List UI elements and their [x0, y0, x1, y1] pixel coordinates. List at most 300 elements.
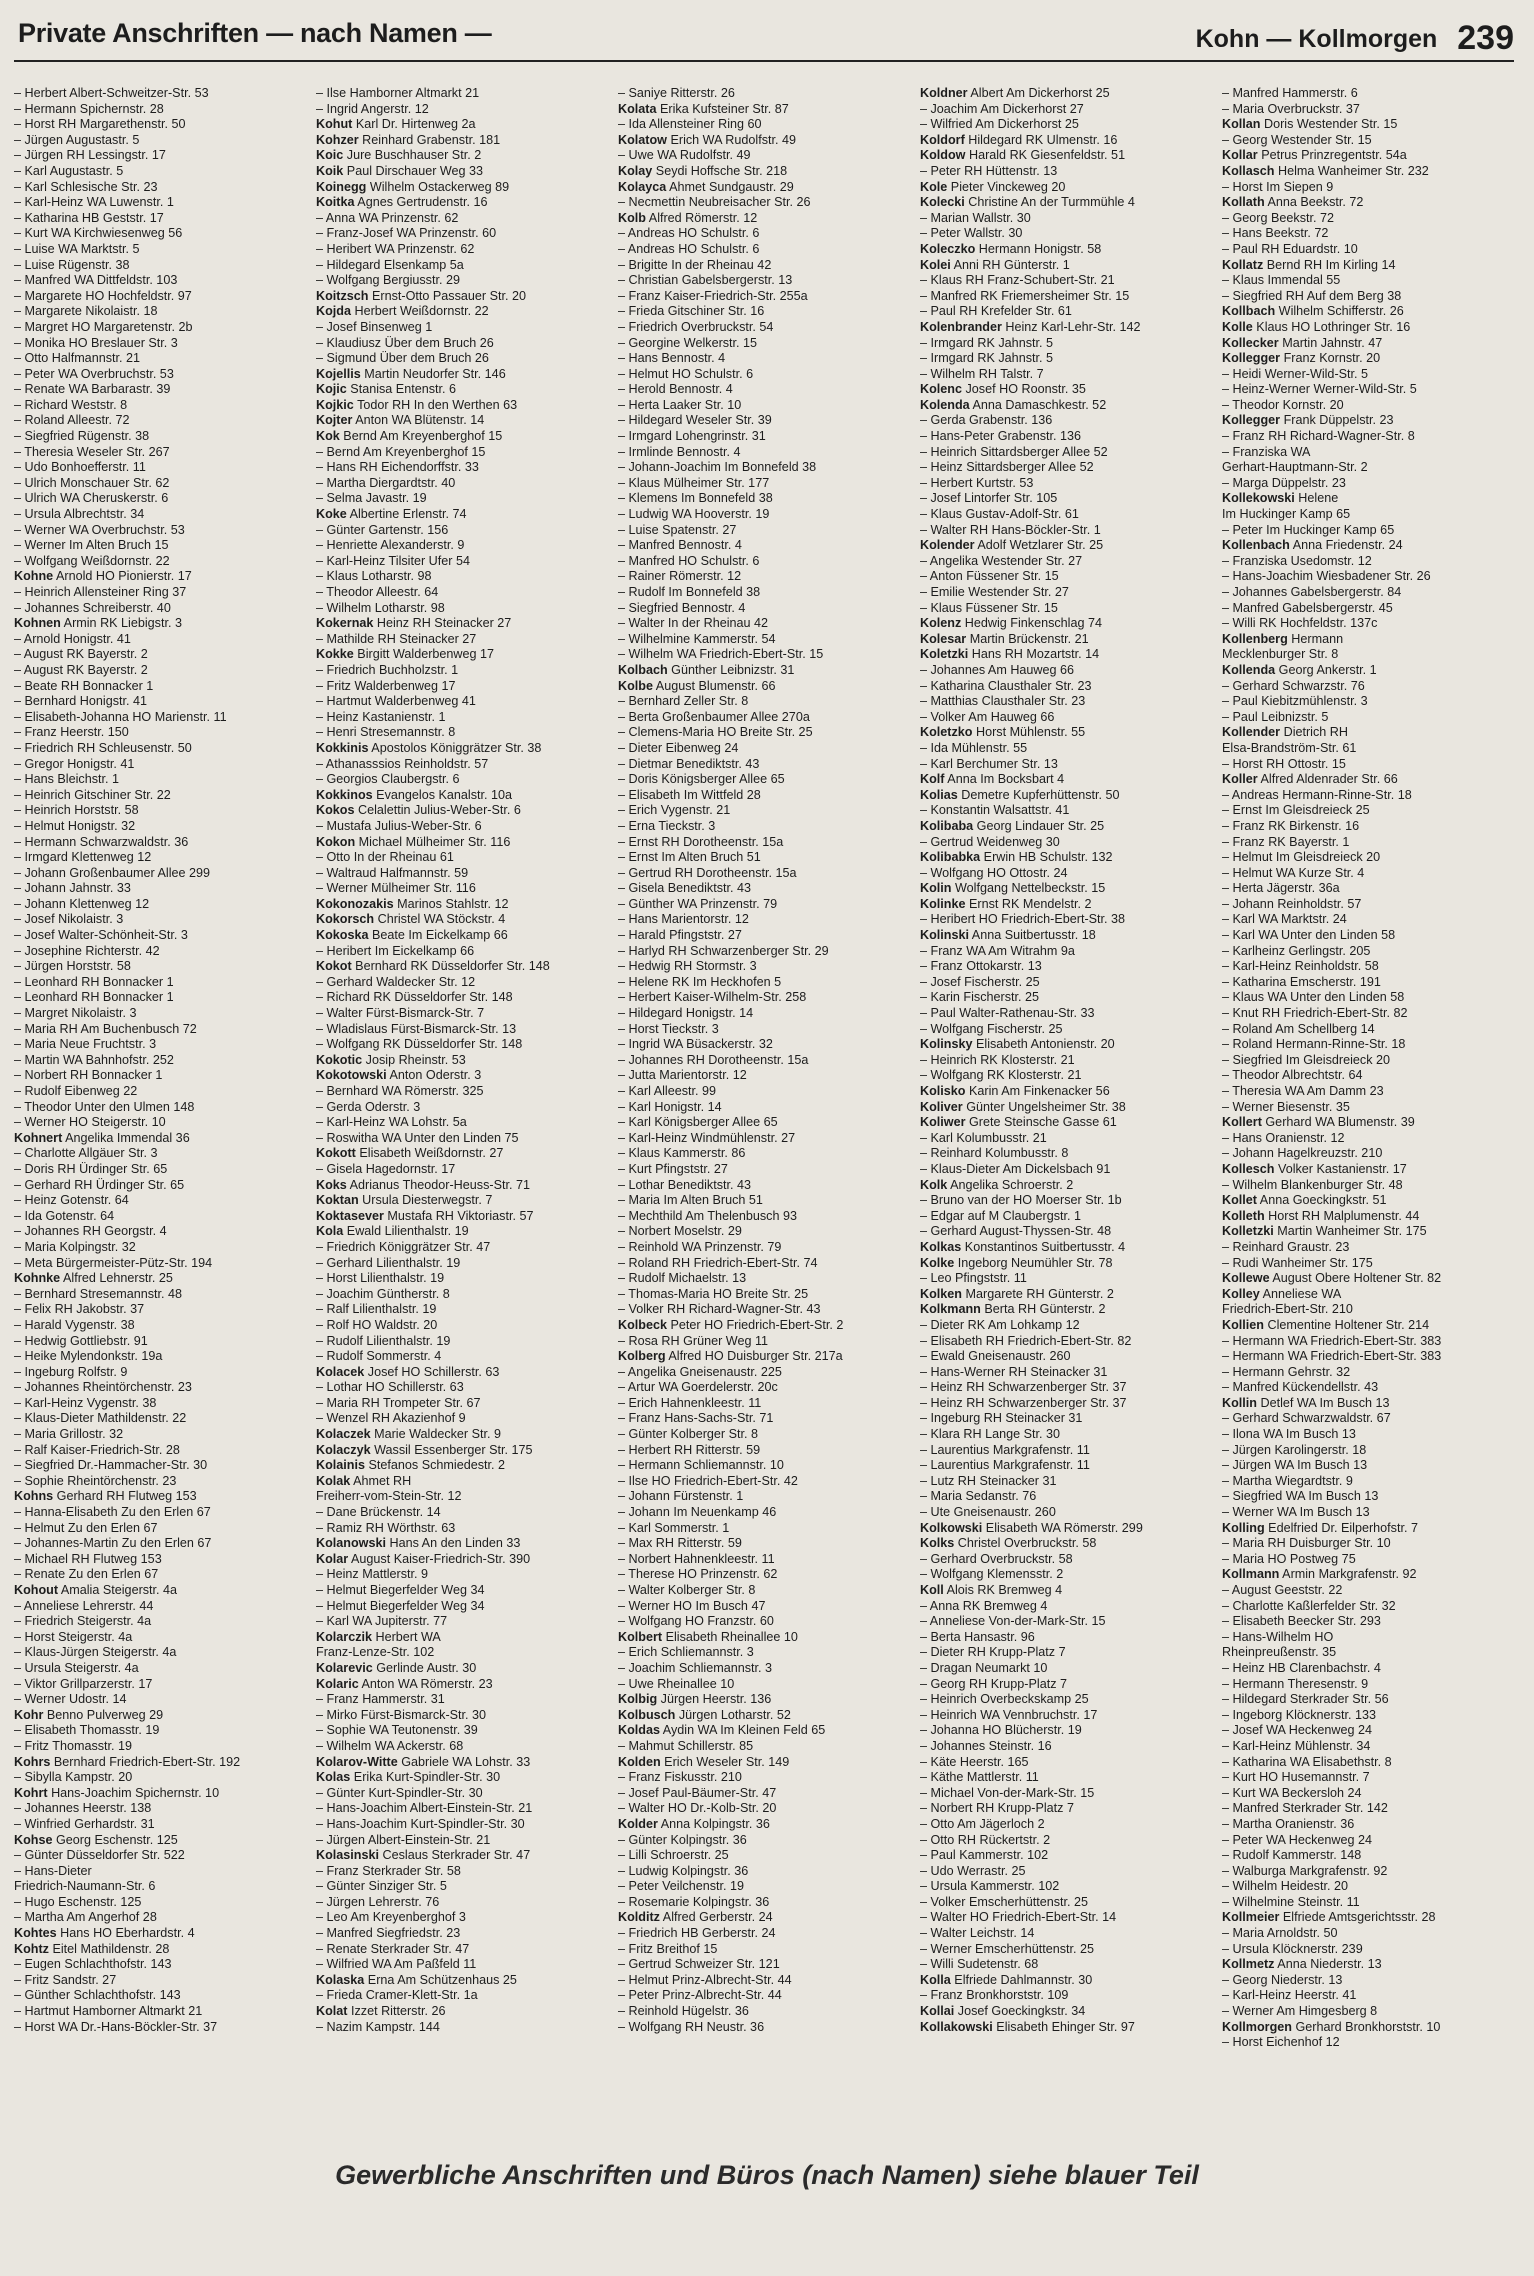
entry-details: Anna Goeckingkstr. 51: [1256, 1193, 1387, 1208]
entry-details: Klaus HO Lothringer Str. 16: [1252, 319, 1411, 334]
directory-entry: [316, 1677, 608, 1693]
directory-entry: – Leonhard RH Bonnacker 1: [14, 974, 174, 989]
directory-entry: [316, 1053, 608, 1069]
directory-entry: – Erich Schliemannstr. 3: [618, 1645, 754, 1660]
entry-surname: Kolb: [618, 210, 646, 225]
directory-entry: [316, 1474, 608, 1490]
entry-details: Erna Am Schützenhaus 25: [364, 1972, 517, 1987]
directory-entry: [14, 1833, 306, 1849]
directory-entry: – Hermann Schliemannstr. 10: [618, 1458, 784, 1473]
directory-entry: Im Huckinger Kamp 65: [1222, 507, 1351, 522]
entry-details: Ernst-Otto Passauer Str. 20: [368, 288, 526, 303]
entry-details: Aydin WA Im Kleinen Feld 65: [660, 1723, 826, 1738]
directory-entry: [1222, 538, 1514, 554]
entry-details: Birgitt Walderbenweg 17: [353, 647, 495, 662]
directory-entry: [618, 663, 910, 679]
directory-entry: – Heinrich Gitschiner Str. 22: [14, 787, 171, 802]
entry-surname: Kollenbach: [1222, 538, 1290, 553]
directory-entry: – Doris Königsberger Allee 65: [618, 772, 785, 787]
page-header: [14, 14, 1514, 62]
directory-entry: – Reinhard Graustr. 23: [1222, 1239, 1350, 1254]
directory-entry: – Karlheinz Gerlingstr. 205: [1222, 943, 1371, 958]
directory-entry: – Heribert HO Friedrich-Ebert-Str. 38: [920, 912, 1126, 927]
entry-surname: Kolenz: [920, 616, 962, 631]
directory-entry: – Horst Lilienthalstr. 19: [316, 1271, 445, 1286]
entry-surname: Kokonozakis: [316, 896, 394, 911]
entry-details: Hildegard RK Ulmenstr. 16: [964, 132, 1118, 147]
directory-entry: [920, 647, 1212, 663]
directory-entry: – Josef Walter-Schönheit-Str. 3: [14, 928, 188, 943]
directory-entry: – Rolf HO Waldstr. 20: [316, 1317, 438, 1332]
directory-entry: [316, 429, 608, 445]
entry-surname: Kojter: [316, 413, 353, 428]
directory-entry: – Gertrud Schweizer Str. 121: [618, 1957, 780, 1972]
directory-entry: – Erich Vygenstr. 21: [618, 803, 731, 818]
entry-details: Anna Niederstr. 13: [1274, 1957, 1382, 1972]
directory-entry: – Meta Bürgermeister-Pütz-Str. 194: [14, 1255, 213, 1270]
directory-entry: – Bernd Am Kreyenberghof 15: [316, 444, 486, 459]
directory-entry: – Heinz Gotenstr. 64: [14, 1193, 129, 1208]
directory-entry: – Peter WA Overbruchstr. 53: [14, 366, 174, 381]
entry-details: Demetre Kupferhüttenstr. 50: [957, 787, 1120, 802]
directory-entry: – Beate RH Bonnacker 1: [14, 678, 154, 693]
entry-surname: Kolenda: [920, 397, 970, 412]
entry-surname: Kolat: [316, 2004, 348, 2019]
entry-surname: Kollai: [920, 2004, 955, 2019]
directory-entry: – Heinz RH Schwarzenberger Str. 37: [920, 1395, 1127, 1410]
directory-entry: – Frieda Gitschiner Str. 16: [618, 304, 765, 319]
entry-surname: Kollmorgen: [1222, 2019, 1292, 2034]
entry-details: Ursula Diesterwegstr. 7: [358, 1193, 493, 1208]
directory-entry: – Fritz Breithof 15: [618, 1941, 718, 1956]
entry-surname: Kolas: [316, 1770, 351, 1785]
directory-entry: [920, 1037, 1212, 1053]
directory-entry: – Karl-Heinz Mühlenstr. 34: [1222, 1738, 1371, 1753]
directory-entry: – Lothar HO Schillerstr. 63: [316, 1380, 464, 1395]
entry-details: Doris Westender Str. 15: [1260, 117, 1398, 132]
directory-entry: [1222, 1162, 1514, 1178]
directory-entry: – Klaudiusz Über dem Bruch 26: [316, 335, 494, 350]
entry-details: Elfriede Dahlmannstr. 30: [950, 1972, 1093, 1987]
entry-surname: Kollegger: [1222, 413, 1281, 428]
directory-entry: – Johannes Heerstr. 138: [14, 1801, 152, 1816]
directory-entry: [920, 148, 1212, 164]
directory-entry: – Norbert Hahnenkleestr. 11: [618, 1551, 775, 1566]
directory-entry: – Franz Kaiser-Friedrich-Str. 255a: [618, 288, 808, 303]
directory-entry: – Johann Klettenweg 12: [14, 896, 150, 911]
entry-details: Detlef WA Im Busch 13: [1256, 1395, 1390, 1410]
entry-surname: Kohns: [14, 1489, 54, 1504]
entry-surname: Kokon: [316, 834, 356, 849]
directory-entry: – Christian Gabelsbergerstr. 13: [618, 273, 793, 288]
directory-entry: – Lutz RH Steinacker 31: [920, 1473, 1057, 1488]
directory-entry: – Maria RH Am Buchenbusch 72: [14, 1021, 197, 1036]
entry-details: Elisabeth Rheinallee 10: [662, 1629, 798, 1644]
directory-entry: – Gerhard Lilienthalstr. 19: [316, 1255, 461, 1270]
directory-entry: [1222, 1910, 1514, 1926]
directory-entry: – Franz-Josef WA Prinzenstr. 60: [316, 226, 497, 241]
directory-entry: [920, 772, 1212, 788]
directory-entry: [1222, 117, 1514, 133]
directory-entry: – Ilse Hamborner Altmarkt 21: [316, 86, 480, 100]
directory-entry: – Ursula Klöcknerstr. 239: [1222, 1941, 1363, 1956]
directory-entry: – Helmut Biegerfelder Weg 34: [316, 1583, 485, 1597]
directory-entry: – Hans RH Eichendorffstr. 33: [316, 460, 479, 475]
directory-entry: – Hans Marientorstr. 12: [618, 912, 749, 927]
directory-entry: – Waltraud Halfmannstr. 59: [316, 865, 469, 880]
directory-entry: – Walter RH Hans-Böckler-Str. 1: [920, 522, 1101, 537]
directory-entry: – Friedrich RH Schleusenstr. 50: [14, 740, 192, 755]
directory-entry: – Ralf Kaiser-Friedrich-Str. 28: [14, 1442, 180, 1457]
directory-entry: – Hildegard Weseler Str. 39: [618, 413, 772, 428]
directory-entry: – Irmlinde Bennostr. 4: [618, 444, 741, 459]
entry-details: Wilhelm Schifferstr. 26: [1275, 304, 1404, 319]
directory-entry: – Rosa RH Grüner Weg 11: [618, 1333, 769, 1348]
directory-entry: [920, 2004, 1212, 2020]
directory-entry: – Ingeburg Rolfstr. 9: [14, 1364, 128, 1379]
directory-entry: [14, 616, 306, 632]
directory-entry: [1222, 336, 1514, 352]
entry-surname: Kolinke: [920, 896, 966, 911]
entry-details: Jure Buschhauser Str. 2: [343, 148, 482, 163]
directory-entry: – Hildegard Elsenkamp 5a: [316, 257, 464, 272]
entry-surname: Kokotowski: [316, 1068, 387, 1083]
directory-entry: [920, 616, 1212, 632]
entry-surname: Kolisko: [920, 1084, 966, 1098]
directory-entry: – Max RH Ritterstr. 59: [618, 1536, 742, 1551]
directory-entry: – Ralf Lilienthalstr. 19: [316, 1302, 437, 1317]
directory-entry: – Therese HO Prinzenstr. 62: [618, 1567, 778, 1582]
directory-entry: – Elisabeth Im Wittfeld 28: [618, 787, 761, 802]
entry-details: Hans An den Linden 33: [385, 1536, 521, 1551]
directory-entry: – Johannes RH Georgstr. 4: [14, 1224, 167, 1239]
directory-entry: [1222, 1396, 1514, 1412]
directory-entry: [920, 819, 1212, 835]
entry-surname: Koldow: [920, 148, 966, 163]
directory-entry: – Karl-Heinz Windmühlenstr. 27: [618, 1130, 796, 1145]
directory-entry: – Richard Weststr. 8: [14, 397, 128, 412]
directory-entry: – Anneliese Lehrerstr. 44: [14, 1598, 154, 1613]
directory-entry: – Charlotte Allgäuer Str. 3: [14, 1146, 158, 1161]
directory-entry: – Heinz RH Schwarzenberger Str. 37: [920, 1380, 1127, 1395]
entry-surname: Koik: [316, 163, 344, 178]
directory-entry: – Katharina Clausthaler Str. 23: [920, 678, 1092, 693]
entry-details: Anna Damaschkestr. 52: [969, 397, 1107, 412]
entry-details: Bernhard Friedrich-Ebert-Str. 192: [50, 1754, 241, 1769]
directory-entry: – Rudolf Sommerstr. 4: [316, 1349, 442, 1364]
directory-entry: – Dietmar Benediktstr. 43: [618, 756, 760, 771]
entry-surname: Kollenberg: [1222, 631, 1288, 646]
directory-entry: – Laurentius Markgrafenstr. 11: [920, 1458, 1090, 1473]
entry-details: Horst Mühlenstr. 55: [972, 725, 1086, 740]
directory-entry: – Dieter RK Am Lohkamp 12: [920, 1317, 1080, 1332]
directory-entry: – Norbert RH Krupp-Platz 7: [920, 1801, 1074, 1816]
directory-entry: [316, 2004, 608, 2020]
directory-entry: [316, 382, 608, 398]
entry-surname: Kolden: [618, 1754, 661, 1769]
directory-entry: – Sibylla Kampstr. 20: [14, 1770, 133, 1785]
directory-entry: – Renate WA Barbarastr. 39: [14, 382, 171, 397]
directory-entry: [920, 1100, 1212, 1116]
directory-entry: – Rainer Römerstr. 12: [618, 569, 742, 584]
entry-details: Adolf Wetzlarer Str. 25: [974, 538, 1104, 553]
entry-details: Elisabeth WA Römerstr. 299: [982, 1520, 1143, 1535]
directory-entry: – Werner Udostr. 14: [14, 1692, 127, 1707]
footer-note: Gewerbliche Anschriften und Büros (nach Namen) siehe blauer Teil: [335, 2160, 1199, 2190]
directory-entry: [316, 1848, 608, 1864]
directory-entry: – Irmgard RK Jahnstr. 5: [920, 351, 1053, 366]
directory-entry: – Elisabeth Beecker Str. 293: [1222, 1614, 1381, 1629]
entry-details: Martin Brückenstr. 21: [966, 631, 1089, 646]
directory-entry: – Bernhard WA Römerstr. 325: [316, 1084, 484, 1098]
directory-entry: [1222, 772, 1514, 788]
directory-entry: – Klaus Immendal 55: [1222, 273, 1341, 288]
directory-entry: – Josef Lintorfer Str. 105: [920, 491, 1058, 506]
directory-entry: – Joachim Am Dickerhorst 27: [920, 101, 1084, 116]
entry-surname: Kolaska: [316, 1972, 365, 1987]
entry-details: Beate Im Eickelkamp 66: [368, 928, 508, 943]
directory-entry: – Helmut HO Schulstr. 6: [618, 366, 754, 381]
directory-entry: [316, 788, 608, 804]
entry-details: Izzet Ritterstr. 26: [347, 2004, 446, 2019]
entry-surname: Kolak: [316, 1473, 351, 1488]
entry-surname: Kolbert: [618, 1629, 663, 1644]
directory-entry: [1222, 351, 1514, 367]
entry-surname: Kollin: [1222, 1395, 1257, 1410]
entry-details: Konstantinos Suitbertusstr. 4: [961, 1239, 1126, 1254]
directory-entry: – Peter Wallstr. 30: [920, 226, 1023, 241]
directory-entry: – Ingeborg Klöcknerstr. 133: [1222, 1707, 1377, 1722]
entry-surname: Kolei: [920, 257, 951, 272]
directory-entry: – Hartmut Hamborner Altmarkt 21: [14, 2004, 203, 2019]
entry-surname: Kohzer: [316, 132, 359, 147]
directory-entry: – Gisela Benediktstr. 43: [618, 881, 752, 896]
directory-entry: [618, 133, 910, 149]
directory-entry: – Klaus Kammerstr. 86: [618, 1146, 746, 1161]
entry-details: Paul Dirschauer Weg 33: [343, 163, 484, 178]
entry-surname: Kolarevic: [316, 1660, 373, 1675]
directory-entry: – Franziska Usedomstr. 12: [1222, 553, 1372, 568]
entry-surname: Kolenc: [920, 382, 962, 397]
directory-entry: – Johann Jahnstr. 33: [14, 881, 131, 896]
directory-entry: [920, 1115, 1212, 1131]
directory-entry: – Josef Binsenweg 1: [316, 319, 433, 334]
entry-details: Wassil Essenberger Str. 175: [370, 1442, 533, 1457]
entry-details: Erich WA Rudolfstr. 49: [666, 132, 797, 147]
directory-entry: – Ursula Kammerstr. 102: [920, 1879, 1060, 1894]
entry-details: Anni RH Günterstr. 1: [950, 257, 1070, 272]
directory-entry: – Herbert Kaiser-Wilhelm-Str. 258: [618, 990, 807, 1005]
directory-entry: – Paul Kammerstr. 102: [920, 1848, 1049, 1863]
directory-entry: – Otto Am Jägerloch 2: [920, 1816, 1045, 1831]
directory-entry: Rheinpreußenstr. 35: [1222, 1645, 1337, 1660]
directory-entry: Mecklenburger Str. 8: [1222, 647, 1339, 662]
entry-surname: Kollmetz: [1222, 1957, 1275, 1972]
entry-details: Angelika Immendal 36: [62, 1130, 190, 1145]
entry-surname: Koldner: [920, 86, 968, 100]
directory-entry: – Hermann WA Friedrich-Ebert-Str. 383: [1222, 1333, 1442, 1348]
directory-entry: – Rudi Wanheimer Str. 175: [1222, 1255, 1373, 1270]
entry-details: Todor RH In den Werthen 63: [353, 397, 518, 412]
directory-entry: – Bruno van der HO Moerser Str. 1b: [920, 1193, 1122, 1208]
entry-surname: Kokorsch: [316, 912, 375, 927]
entry-details: August Blumenstr. 66: [652, 678, 776, 693]
directory-entry: – Karl Augustastr. 5: [14, 163, 124, 178]
directory-entry: – Fritz Walderbenweg 17: [316, 678, 456, 693]
entry-details: Bernd Am Kreyenberghof 15: [339, 429, 503, 444]
directory-entry: – Hanna-Elisabeth Zu den Erlen 67: [14, 1505, 211, 1520]
directory-entry: – Franz RK Birkenstr. 16: [1222, 818, 1360, 833]
column-4: [920, 86, 1212, 2136]
directory-entry: [316, 1770, 608, 1786]
directory-entry: – Johann Hagelkreuzstr. 210: [1222, 1146, 1383, 1161]
entry-details: Evangelos Kanalstr. 10a: [372, 787, 513, 802]
directory-entry: – Henri Stresemannstr. 8: [316, 725, 456, 740]
directory-entry: – Peter WA Heckenweg 24: [1222, 1832, 1373, 1847]
directory-entry: – Manfred RK Friemersheimer Str. 15: [920, 288, 1130, 303]
directory-entry: – Roland Alleestr. 72: [14, 413, 130, 428]
entry-details: Anna Beekstr. 72: [1264, 195, 1364, 210]
directory-entry: – Erich Hahnenkleestr. 11: [618, 1395, 762, 1410]
directory-entry: – Walter HO Friedrich-Ebert-Str. 14: [920, 1910, 1117, 1925]
directory-entry: [14, 1926, 306, 1942]
directory-entry: – Siegfried Bennostr. 4: [618, 600, 746, 615]
directory-entry: – Franz Sterkrader Str. 58: [316, 1863, 461, 1878]
directory-entry: – Hans Bleichstr. 1: [14, 772, 119, 787]
directory-entry: – Bernhard Zeller Str. 8: [618, 694, 749, 709]
entry-surname: Kollesch: [1222, 1161, 1275, 1176]
directory-entry: – Volker RH Richard-Wagner-Str. 43: [618, 1302, 821, 1317]
directory-entry: – Ingrid Angerstr. 12: [316, 101, 429, 116]
directory-entry: [1222, 663, 1514, 679]
directory-entry: – Günter Kurt-Spindler-Str. 30: [316, 1785, 483, 1800]
directory-entry: – Dieter RH Krupp-Platz 7: [920, 1645, 1066, 1660]
directory-entry: – Wilfried Am Dickerhorst 25: [920, 117, 1079, 132]
entry-surname: Kollmeier: [1222, 1910, 1280, 1925]
directory-entry: [618, 1723, 910, 1739]
directory-entry: – Wolfgang Klemensstr. 2: [920, 1567, 1064, 1582]
entry-details: Peter HO Friedrich-Ebert-Str. 2: [667, 1317, 844, 1332]
directory-entry: – Maria Im Alten Bruch 51: [618, 1193, 763, 1208]
directory-entry: – Siegfried Dr.-Hammacher-Str. 30: [14, 1458, 208, 1473]
directory-entry: – Hans-Joachim Kurt-Spindler-Str. 30: [316, 1816, 525, 1831]
directory-entry: – Katharina Emscherstr. 191: [1222, 974, 1381, 989]
entry-surname: Koller: [1222, 772, 1258, 787]
entry-surname: Kohnen: [14, 616, 61, 631]
entry-details: Edelfried Dr. Eilperhofstr. 7: [1264, 1520, 1418, 1535]
directory-entry: – Manfred Kückendellstr. 43: [1222, 1380, 1379, 1395]
directory-entry: – Michael RH Flutweg 153: [14, 1551, 162, 1566]
entry-details: Jürgen Heerstr. 136: [657, 1692, 772, 1707]
directory-entry: – Margret Nikolaistr. 3: [14, 1006, 137, 1021]
directory-entry: – Clemens-Maria HO Breite Str. 25: [618, 725, 813, 740]
entry-surname: Kolender: [920, 538, 975, 553]
directory-entry: [316, 1755, 608, 1771]
directory-entry: – Werner Emscherhüttenstr. 25: [920, 1941, 1095, 1956]
entry-details: Wilhelm Ostackerweg 89: [366, 179, 510, 194]
directory-entry: – Norbert Moselstr. 29: [618, 1224, 742, 1239]
directory-entry: – Herbert Albert-Schweitzer-Str. 53: [14, 86, 209, 100]
directory-entry: – Werner WA Im Busch 13: [1222, 1505, 1370, 1520]
directory-entry: – Helmut Im Gleisdreieck 20: [1222, 850, 1381, 865]
entry-surname: Kolaczek: [316, 1427, 371, 1442]
directory-entry: – Klaus-Jürgen Steigerstr. 4a: [14, 1645, 177, 1660]
directory-entry: [1222, 1271, 1514, 1287]
directory-entry: – Rudolf Lilienthalstr. 19: [316, 1333, 451, 1348]
entry-details: Ernst RK Mendelstr. 2: [965, 896, 1092, 911]
entry-details: Marie Waldecker Str. 9: [370, 1427, 502, 1442]
entry-surname: Koic: [316, 148, 344, 163]
directory-entry: – Edgar auf M Claubergstr. 1: [920, 1208, 1082, 1223]
entry-details: Anna Im Bocksbart 4: [944, 772, 1065, 787]
directory-entry: [316, 1552, 608, 1568]
directory-entry: – Heinrich Sittardsberger Allee 52: [920, 444, 1108, 459]
directory-entry: – Kurt Pfingststr. 27: [618, 1161, 728, 1176]
directory-entry: [316, 164, 608, 180]
directory-entry: – Maria RH Duisburger Str. 10: [1222, 1536, 1391, 1551]
directory-entry: [920, 881, 1212, 897]
directory-entry: – Helmut Prinz-Albrecht-Str. 44: [618, 1972, 792, 1987]
directory-entry: – Hermann Spichernstr. 28: [14, 101, 164, 116]
entry-surname: Kolatow: [618, 132, 667, 147]
entry-details: Elfriede Amtsgerichtsstr. 28: [1279, 1910, 1436, 1925]
entry-details: Georg Eschenstr. 125: [52, 1832, 178, 1847]
directory-entry: [316, 959, 608, 975]
directory-entry: – Jürgen Albert-Einstein-Str. 21: [316, 1832, 491, 1847]
entry-surname: Koliver: [920, 1099, 963, 1114]
directory-entry: [316, 1973, 608, 1989]
directory-entry: – Ingeburg RH Steinacker 31: [920, 1411, 1083, 1426]
entry-details: Anna Suitbertusstr. 18: [969, 928, 1096, 943]
directory-entry: Franz-Lenze-Str. 102: [316, 1645, 435, 1660]
directory-entry: – Johannes Gabelsbergerstr. 84: [1222, 585, 1402, 599]
entry-surname: Koldas: [618, 1723, 660, 1738]
directory-entry: [316, 1427, 608, 1443]
directory-entry: – Harlyd RH Schwarzenberger Str. 29: [618, 943, 829, 958]
entry-details: Ingeborg Neumühler Str. 78: [954, 1255, 1113, 1270]
directory-entry: [618, 164, 910, 180]
directory-entry: – Gerhard Overbruckstr. 58: [920, 1551, 1073, 1566]
entry-details: Gerhard RH Flutweg 153: [53, 1489, 197, 1504]
directory-entry: – Margarete HO Hochfeldstr. 97: [14, 288, 192, 303]
directory-entry: – Manfred Hammerstr. 6: [1222, 86, 1358, 100]
directory-entry: – Maria HO Postweg 75: [1222, 1551, 1356, 1566]
directory-entry: – Gerhard August-Thyssen-Str. 48: [920, 1224, 1112, 1239]
name-range: Kohn — Kollmorgen: [1195, 25, 1438, 53]
directory-entry: – Josephine Richterstr. 42: [14, 943, 160, 958]
directory-entry: [618, 1817, 910, 1833]
entry-details: Michael Mülheimer Str. 116: [355, 834, 511, 849]
entry-details: Anton WA Blütenstr. 14: [352, 413, 485, 428]
directory-entry: – Charlotte Kaßlerfelder Str. 32: [1222, 1598, 1396, 1613]
entry-surname: Kojda: [316, 304, 351, 319]
directory-entry: – Karl-Heinz Heerstr. 41: [1222, 1988, 1357, 2003]
directory-entry: – Leo Am Kreyenberghof 3: [316, 1910, 466, 1925]
directory-entry: [316, 741, 608, 757]
directory-entry: – Hans Oranienstr. 12: [1222, 1130, 1345, 1145]
entry-details: Hans HO Eberhardstr. 4: [56, 1926, 195, 1941]
directory-entry: [920, 725, 1212, 741]
entry-surname: Kohtz: [14, 1941, 49, 1956]
directory-entry: [316, 1661, 608, 1677]
directory-entry: – Horst RH Margarethenstr. 50: [14, 117, 186, 132]
directory-entry: – Jürgen Horststr. 58: [14, 959, 131, 974]
entry-surname: Kohne: [14, 569, 54, 584]
entry-details: Agnes Gertrudenstr. 16: [354, 195, 488, 210]
directory-entry: [618, 1708, 910, 1724]
directory-entry: – Andreas HO Schulstr. 6: [618, 226, 760, 241]
entry-details: Albertine Erlenstr. 74: [346, 507, 467, 522]
